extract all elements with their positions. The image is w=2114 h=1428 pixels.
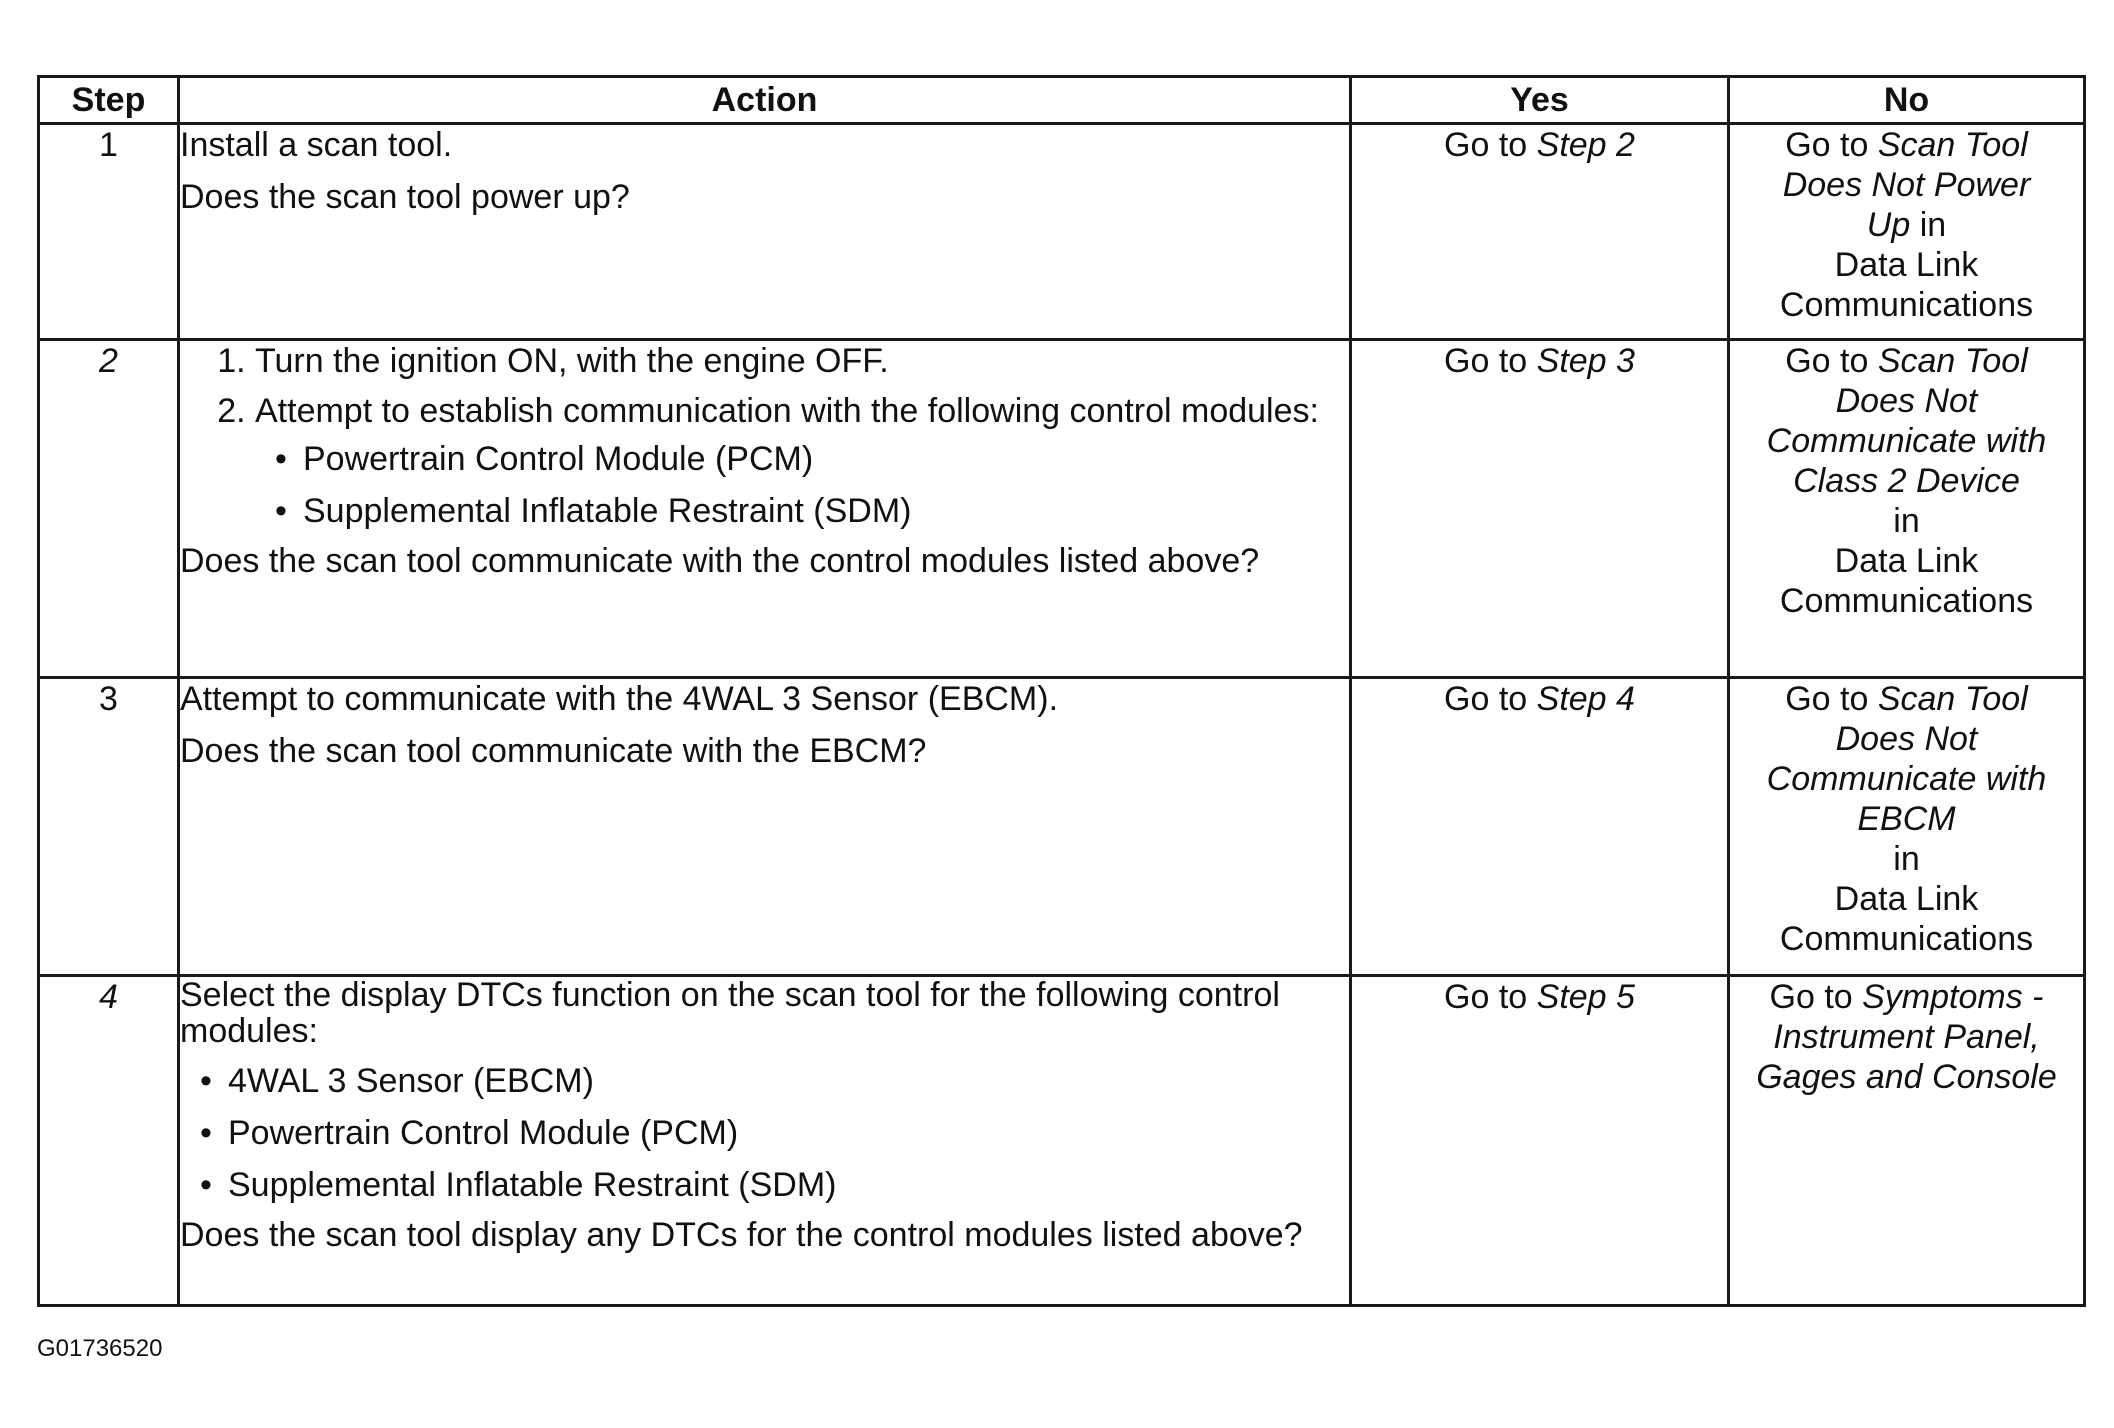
action-cell (179, 124, 1351, 340)
yes-prefix: Go to (1444, 342, 1537, 380)
no-cell (1729, 124, 2085, 340)
no-link[interactable]: Instrument Panel, (1773, 1018, 2040, 1056)
action-question: Does the scan tool power up? (180, 178, 630, 216)
no-cell (1729, 678, 2085, 976)
table-row (39, 124, 2085, 340)
no-text: Communications (1779, 582, 2034, 620)
no-prefix: Go to (1785, 126, 1878, 164)
yes-cell (1351, 340, 1729, 678)
bullet-list (255, 439, 1349, 531)
yes-cell (1351, 678, 1729, 976)
step-number: 2 (39, 340, 179, 678)
header-yes: Yes (1351, 77, 1729, 124)
table-row (39, 340, 2085, 678)
table-row (39, 976, 2085, 1306)
header-action: Action (179, 77, 1351, 124)
no-link[interactable]: Up (1866, 206, 1911, 244)
no-text: Communications (1779, 920, 2034, 958)
no-suffix: in (1910, 206, 1947, 244)
list-item (255, 391, 1349, 531)
action-question: Does the scan tool communicate with the control modules listed above? (180, 542, 1260, 580)
yes-cell (1351, 976, 1729, 1306)
yes-cell (1351, 124, 1729, 340)
step-link[interactable]: Step 5 (1536, 978, 1635, 1016)
action-cell (179, 976, 1351, 1306)
no-prefix: Go to (1785, 342, 1878, 380)
no-link[interactable]: Scan Tool (1877, 126, 2028, 164)
yes-prefix: Go to (1444, 978, 1537, 1016)
step-link[interactable]: Step 2 (1536, 126, 1635, 164)
bullet-item: • Powertrain Control Module (PCM) (228, 1113, 1349, 1153)
header-no: No (1729, 77, 2085, 124)
yes-prefix: Go to (1444, 126, 1537, 164)
bullet-item: • Powertrain Control Module (PCM) (303, 439, 1349, 479)
action-cell (179, 678, 1351, 976)
table-row (39, 678, 2085, 976)
bullet-item: • Supplemental Inflatable Restraint (SDM) (303, 491, 1349, 531)
bullet-item: • 4WAL 3 Sensor (EBCM) (228, 1061, 1349, 1101)
list-item-text: Attempt to establish communication with the following control modules: (255, 392, 1319, 430)
header-step: Step (39, 77, 179, 124)
no-link[interactable]: Communicate with (1766, 760, 2047, 798)
bullet-list (180, 1061, 1349, 1205)
step-link[interactable]: Step 3 (1536, 342, 1635, 380)
no-text: in (1893, 502, 1920, 540)
step-number: 4 (39, 976, 179, 1306)
diagnostic-table (37, 75, 2086, 1307)
no-text: Communications (1779, 286, 2034, 324)
no-text: Data Link (1834, 880, 1979, 918)
no-text: Data Link (1834, 542, 1979, 580)
list-item: 1. Turn the ignition ON, with the engine OFF. (255, 341, 1349, 381)
no-link[interactable]: Communicate with (1766, 422, 2047, 460)
no-cell (1729, 340, 2085, 678)
no-cell (1729, 976, 2085, 1306)
no-prefix: Go to (1785, 680, 1878, 718)
no-link[interactable]: Scan Tool (1877, 342, 2028, 380)
action-text: Select the display DTCs function on the scan tool for the following control modules: (180, 976, 1280, 1050)
action-question: Does the scan tool display any DTCs for the control modules listed above? (180, 1216, 1303, 1254)
no-link[interactable]: Class 2 Device (1793, 462, 2020, 500)
no-link[interactable]: EBCM (1857, 800, 1956, 838)
step-number: 3 (39, 678, 179, 976)
step-link[interactable]: Step 4 (1536, 680, 1635, 718)
no-link[interactable]: Scan Tool (1877, 680, 2028, 718)
no-link[interactable]: Symptoms - (1862, 978, 2044, 1016)
action-cell (179, 340, 1351, 678)
action-text: Attempt to communicate with the 4WAL 3 Sensor (EBCM). (180, 680, 1059, 718)
action-text: Install a scan tool. (180, 126, 453, 164)
no-link[interactable]: Gages and Console (1756, 1058, 2057, 1096)
no-prefix: Go to (1769, 978, 1863, 1016)
no-link[interactable]: Does Not (1835, 382, 1978, 420)
numbered-steps (180, 341, 1349, 531)
step-number: 1 (39, 124, 179, 340)
bullet-item: • Supplemental Inflatable Restraint (SDM) (228, 1165, 1349, 1205)
no-link[interactable]: Does Not Power (1782, 166, 2031, 204)
figure-code: G01736520 (37, 1335, 163, 1362)
action-question: Does the scan tool communicate with the EBCM? (180, 732, 927, 770)
no-text: Data Link (1834, 246, 1979, 284)
no-text: in (1893, 840, 1920, 878)
header-row (39, 77, 2085, 124)
yes-prefix: Go to (1444, 680, 1537, 718)
no-link[interactable]: Does Not (1835, 720, 1978, 758)
